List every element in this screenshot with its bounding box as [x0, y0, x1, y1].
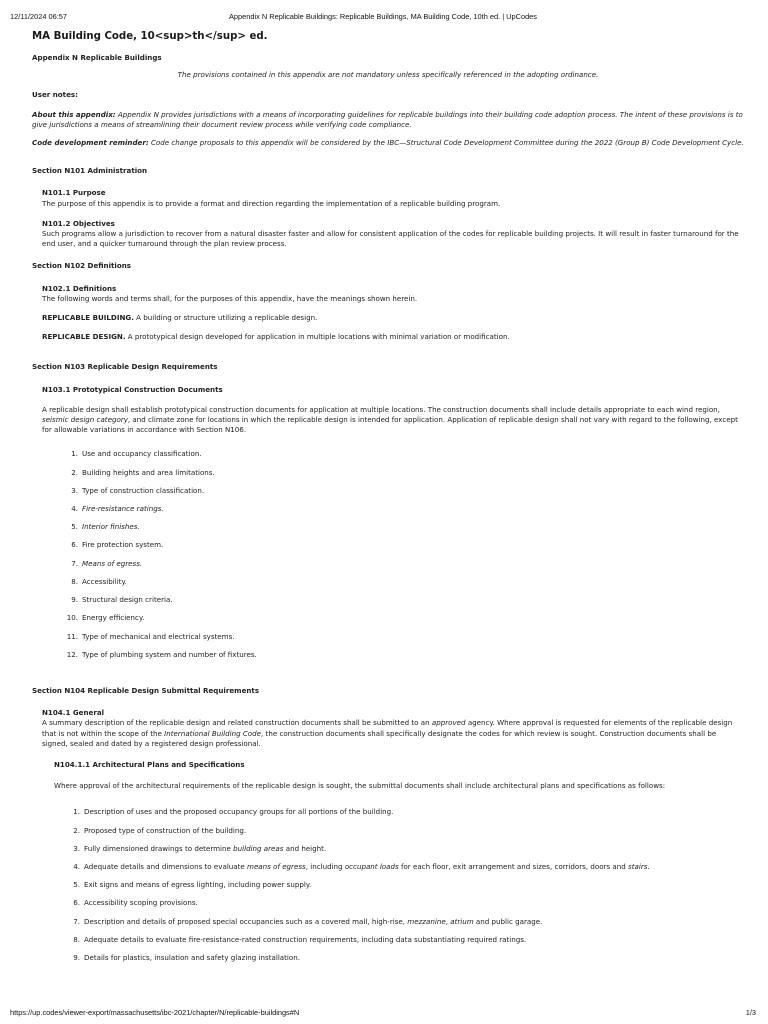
list-text: Exit signs and means of egress lighting, including power supply.	[84, 880, 312, 890]
list-number: 9.	[71, 595, 78, 605]
list-item	[52, 559, 744, 569]
list-text: Use and occupancy classification.	[82, 449, 202, 459]
list-text-italic: atrium	[450, 916, 474, 926]
list-text: Structural design criteria.	[82, 595, 173, 605]
list-text: and public garage.	[473, 916, 543, 926]
subsection-text: The following words and terms shall, for the purposes of this appendix, have the meanings shown herein.	[42, 293, 418, 303]
n103-1-prototypical-docs	[32, 385, 744, 436]
text-run-italic: approved	[431, 718, 466, 728]
text-run-italic: International Building Code	[164, 728, 262, 738]
text-run: , the construction documents shall specifically designate the codes for which review is sought. Construction documents shall be signed, sealed and dated by a registered design professional.	[42, 728, 717, 748]
list-text: Details for plastics, insulation and safety glazing installation.	[84, 952, 300, 962]
print-header	[10, 12, 756, 22]
subsection-heading: N104.1.1 Architectural Plans and Specifications	[54, 759, 245, 769]
list-text: and height.	[283, 843, 327, 853]
subsection-text	[42, 718, 744, 749]
list-text: Accessibility.	[82, 576, 127, 586]
list-item	[54, 862, 744, 872]
definition-text: A prototypical design developed for application in multiple locations with minimal variation or modification.	[125, 332, 510, 342]
list-text: Fire-resistance ratings.	[82, 504, 164, 514]
note-text: Appendix N provides jurisdictions with a means of incorporating guidelines for replicable buildings into their building code adoption process. The intent of these provisions is to give jurisdictions a means of streamlining their document review process while verifying code compliance.	[32, 109, 743, 129]
print-footer	[10, 1008, 756, 1018]
list-item	[52, 595, 744, 605]
n104-1-general	[32, 708, 744, 749]
list-text: , including	[305, 861, 345, 871]
list-text: Description of uses and the proposed occupancy groups for all portions of the building.	[84, 807, 394, 817]
list-number: 2.	[73, 825, 80, 835]
definition-replicable-design	[42, 332, 744, 342]
definition-term: REPLICABLE BUILDING.	[42, 313, 134, 323]
list-number: 6.	[71, 540, 78, 550]
list-text: Type of mechanical and electrical systems.	[82, 631, 235, 641]
print-url: https://up.codes/viewer-export/massachusetts/ibc-2021/chapter/N/replicable-buildings#N	[10, 1008, 300, 1017]
text-run: agency. Where approval is requested for elements of the replicable design that is not within the scope of the	[42, 718, 733, 738]
list-number: 4.	[71, 504, 78, 514]
subsection-heading: N101.2 Objectives	[42, 218, 115, 228]
list-number: 12.	[66, 649, 78, 659]
list-number: 6.	[73, 898, 80, 908]
list-number: 8.	[73, 934, 80, 944]
note-about-appendix	[32, 110, 744, 130]
subsection-text: Such programs allow a jurisdiction to recover from a natural disaster faster and allow for consistent application of the codes for replicable building projects. It will result in faster turnaround for the end user, and a quicker turnaround through the plan review process.	[42, 229, 739, 249]
n103-requirements-list	[32, 449, 744, 659]
list-text-italic: means of egress	[247, 861, 306, 871]
subsection-text: Where approval of the architectural requirements of the replicable design is sought, the submittal documents shall include architectural plans and specifications as follows:	[54, 781, 666, 791]
list-text-italic: stairs	[628, 861, 648, 871]
note-text: Code change proposals to this appendix will be considered by the IBC—Structural Code Development Committee during the 2022 (Group B) Code Development Cycle.	[150, 138, 744, 148]
list-text-italic: mezzanine	[407, 916, 446, 926]
list-number: 5.	[71, 522, 78, 532]
note-code-development	[32, 138, 744, 148]
list-text: Proposed type of construction of the building.	[84, 825, 247, 835]
section-n103-heading: Section N103 Replicable Design Requirements	[32, 362, 218, 372]
list-number: 7.	[71, 558, 78, 568]
list-item	[52, 613, 744, 623]
list-text: ,	[445, 916, 451, 926]
list-number: 1.	[73, 807, 80, 817]
list-item	[54, 917, 744, 927]
list-text: Fully dimensioned drawings to determine	[84, 843, 234, 853]
list-number: 5.	[73, 880, 80, 890]
document-body	[32, 26, 744, 971]
subsection-heading: N104.1 General	[42, 708, 105, 718]
list-item	[54, 826, 744, 836]
definition-text: A building or structure utilizing a replicable design.	[133, 313, 318, 323]
list-number: 8.	[71, 576, 78, 586]
list-text: Adequate details and dimensions to evaluate	[84, 861, 248, 871]
list-number: 7.	[73, 916, 80, 926]
subsection-text: The purpose of this appendix is to provide a format and direction regarding the implementation of a replicable building program.	[42, 198, 501, 208]
note-label: Code development reminder:	[32, 138, 149, 148]
n102-1-definitions	[32, 284, 744, 343]
section-n104-heading: Section N104 Replicable Design Submittal Requirements	[32, 685, 260, 695]
list-number: 10.	[66, 613, 78, 623]
list-text: for each floor, exit arrangement and sizes, corridors, doors and	[398, 861, 629, 871]
n101-1-purpose	[32, 188, 744, 208]
list-text-italic: occupant loads	[344, 861, 399, 871]
list-text: Interior finishes.	[82, 522, 140, 532]
list-text: Fire protection system.	[82, 540, 164, 550]
section-n101-heading: Section N101 Administration	[32, 166, 148, 176]
provisions-statement: The provisions contained in this appendix are not mandatory unless specifically referenced in the adopting ordinance.	[177, 70, 599, 80]
print-title: Appendix N Replicable Buildings: Replicable Buildings, MA Building Code, 10th ed. | UpCodes	[229, 12, 537, 21]
subsection-heading: N102.1 Definitions	[42, 283, 117, 293]
list-number: 9.	[73, 952, 80, 962]
list-text: Type of construction classification.	[82, 485, 205, 495]
list-item	[52, 577, 744, 587]
list-text-italic: building areas	[233, 843, 284, 853]
list-text: .	[647, 861, 650, 871]
text-run-italic: seismic design category	[42, 415, 128, 425]
n104-architectural-list	[32, 807, 744, 963]
list-item	[54, 953, 744, 963]
definition-term: REPLICABLE DESIGN.	[42, 332, 126, 342]
subsection-heading: N103.1 Prototypical Construction Documents	[42, 384, 223, 394]
document-title: MA Building Code, 10<sup>th</sup> ed.	[32, 31, 268, 42]
list-item	[52, 540, 744, 550]
section-n102-heading: Section N102 Definitions	[32, 261, 131, 271]
list-item	[52, 504, 744, 514]
list-number: 3.	[73, 843, 80, 853]
definition-replicable-building	[42, 313, 744, 323]
list-number: 1.	[71, 449, 78, 459]
appendix-title: Appendix N Replicable Buildings	[32, 53, 162, 62]
page-number: 1/3	[745, 1008, 756, 1017]
list-item	[52, 650, 744, 660]
print-date: 12/11/2024 06:57	[10, 12, 67, 21]
list-number: 4.	[73, 861, 80, 871]
list-item	[54, 898, 744, 908]
text-run: , and climate zone for locations in which the replicable design is intended for application. Application of replicable design shall not vary with regard to the following, except for allowable variations in accordance with Section N106.	[42, 415, 738, 435]
list-text: Accessibility scoping provisions.	[84, 898, 198, 908]
list-item	[52, 468, 744, 478]
list-text: Description and details of proposed special occupancies such as a covered mall, high-rise,	[84, 916, 408, 926]
list-item	[54, 844, 744, 854]
list-item	[52, 486, 744, 496]
list-text: Energy efficiency.	[82, 613, 145, 623]
list-text: Means of egress.	[82, 558, 143, 568]
subsection-text	[42, 405, 744, 436]
list-item	[52, 449, 744, 459]
list-item	[54, 807, 744, 817]
list-item	[52, 632, 744, 642]
n101-2-objectives	[32, 219, 744, 250]
list-number: 2.	[71, 467, 78, 477]
list-number: 11.	[66, 631, 78, 641]
list-text: Type of plumbing system and number of fixtures.	[82, 649, 257, 659]
list-item	[54, 880, 744, 890]
user-notes-heading: User notes:	[32, 90, 78, 100]
list-item	[52, 522, 744, 532]
list-item	[54, 935, 744, 945]
list-text: Building heights and area limitations.	[82, 467, 215, 477]
n104-1-1-architectural	[32, 760, 744, 791]
note-label: About this appendix:	[32, 109, 116, 119]
subsection-heading: N101.1 Purpose	[42, 188, 106, 198]
text-run: A replicable design shall establish prototypical construction documents for application at multiple locations. The construction documents shall include details appropriate to each wind region,	[42, 404, 720, 414]
text-run: A summary description of the replicable design and related construction documents shall be submitted to an	[42, 718, 432, 728]
list-text: Adequate details to evaluate fire-resistance-rated construction requirements, including data substantiating required ratings.	[84, 934, 527, 944]
list-number: 3.	[71, 485, 78, 495]
